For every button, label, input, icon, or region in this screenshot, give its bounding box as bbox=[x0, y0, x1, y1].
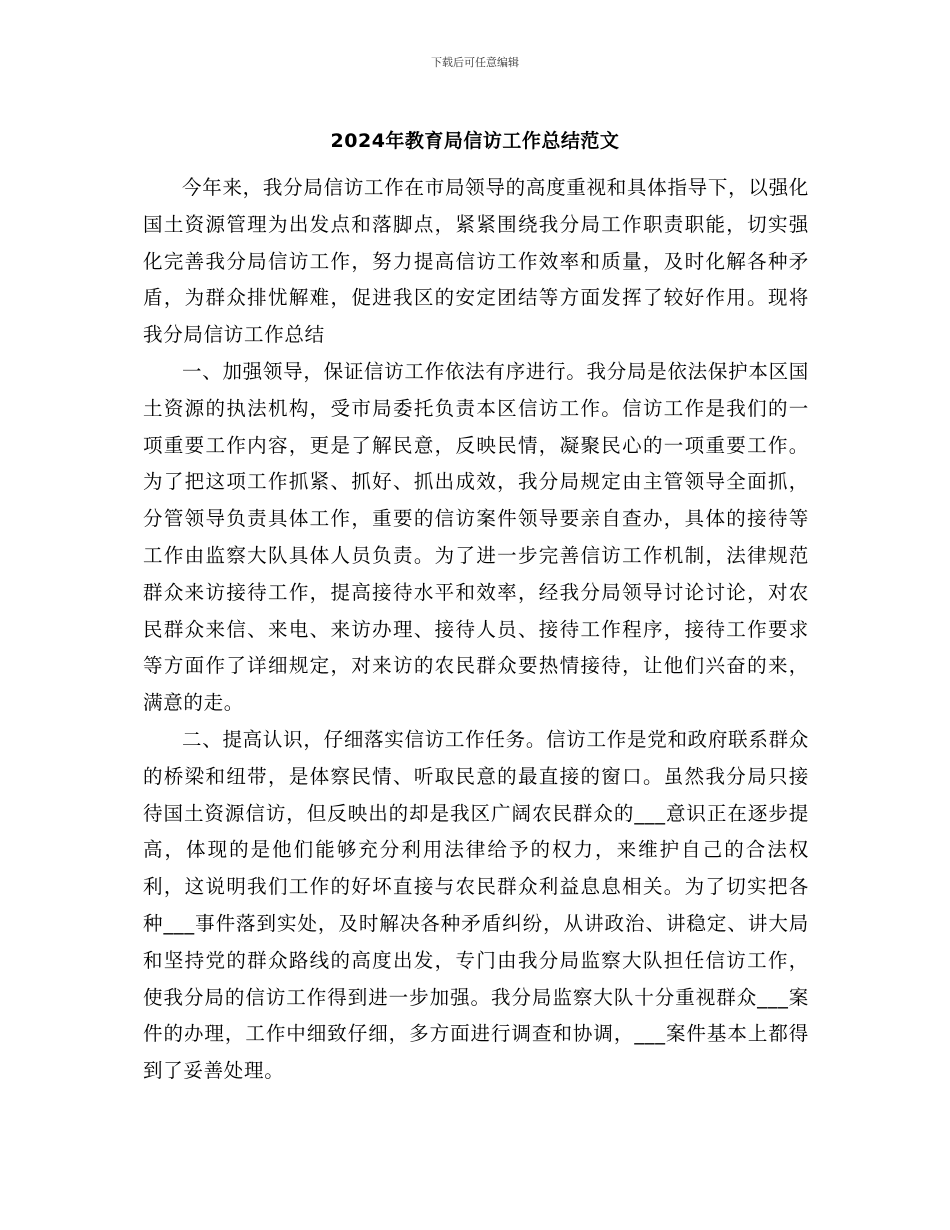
page-title: 2024年教育局信访工作总结范文 bbox=[330, 130, 620, 152]
paragraph-section-1: 一、加强领导，保证信访工作依法有序进行。我分局是依法保护本区国土资源的执法机构，受市局委托负责本区信访工作。信访工作是我们的一项重要工作内容，更是了解民意，反映民情，凝聚民心的一项重要工作。为了把这项工作抓紧、抓好、抓出成效，我分局规定由主管领导全面抓，分管领导负责具体工作，重要的信访案件领导要亲自查办，具体的接待等工作由监察大队具体人员负责。为了进一步完善信访工作机制，法律规范群众来访接待工作，提高接待水平和效率，经我分局领导讨论讨论，对农民群众来信、来电、来访办理、接待人员、接待工作程序，接待工作要求等方面作了详细规定，对来访的农民群众要热情接待，让他们兴奋的来，满意的走。 bbox=[143, 359, 809, 715]
paragraph-section-2: 二、提高认识，仔细落实信访工作任务。信访工作是党和政府联系群众的桥梁和纽带，是体察民情、听取民意的最直接的窗口。虽然我分局只接待国土资源信访，但反映出的却是我区广阔农民群众的___意识正在逐步提高，体现的是他们能够充分利用法律给予的权力，来维护自己的合法权利，这说明我们工作的好坏直接与农民群众利益息息相关。为了切实把各种___事件落到实处，及时解决各种矛盾纠纷，从讲政治、讲稳定、讲大局和坚持党的群众路线的高度出发，专门由我分局监察大队担任信访工作，使我分局的信访工作得到进一步加强。我分局监察大队十分重视群众___案件的办理，工作中细致仔细，多方面进行调查和协调，___案件基本上都得到了妥善处理。 bbox=[143, 727, 809, 1083]
paragraph-intro: 今年来，我分局信访工作在市局领导的高度重视和具体指导下，以强化国土资源管理为出发点和落脚点，紧紧围绕我分局工作职责职能，切实强化完善我分局信访工作，努力提高信访工作效率和质量，及时化解各种矛盾，为群众排忧解难，促进我区的安定团结等方面发挥了较好作用。现将我分局信访工作总结 bbox=[143, 176, 809, 347]
header-note: 下载后可任意编辑 bbox=[431, 56, 519, 69]
document-body bbox=[143, 170, 809, 1090]
